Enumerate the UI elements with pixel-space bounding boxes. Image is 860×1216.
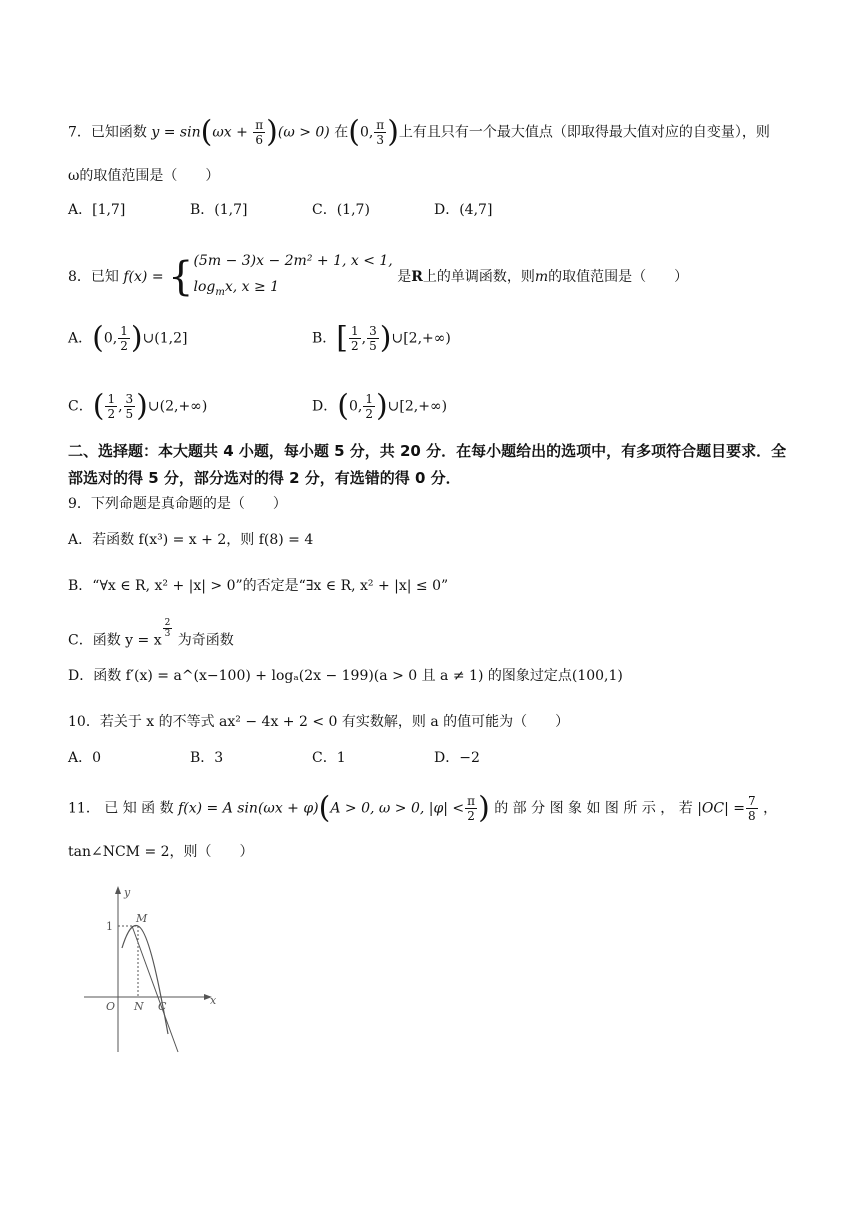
q7-option-c: C．(1,7) xyxy=(312,202,370,218)
q9-option-a: A．若函数 f(x³) = x + 2，则 f(8) = 4 xyxy=(68,532,314,548)
q8-option-d: D．(0, $\frac{1}{2}$ )∪[2,+∞) xyxy=(312,388,448,424)
q7-option-d: D．(4,7] xyxy=(434,202,493,218)
q11-line1: 11． 已 知 函 数 f(x) = A sin(ωx + φ)(A > 0, ω > 0, |φ| < $\frac{\pi}{2}$ ) 的 部 分 图 象 如 图 所 示 ， 若 |OC| = $\frac{7}{8}$ ， xyxy=(68,790,778,826)
y-axis-arrow-icon xyxy=(115,886,121,894)
q10-option-c: C．1 xyxy=(312,750,346,766)
q11-line2: tan∠NCM = 2，则（ ） xyxy=(68,844,254,860)
section-heading: 二、选择题：本大题共 4 小题，每小题 5 分，共 20 分．在每小题给出的选项中，有多项符合题目要求．全部选对的得 5 分，部分选对的得 2 分，有选错的得 0 分． xyxy=(68,442,787,487)
tangent-line xyxy=(132,926,178,1052)
sine-curve xyxy=(122,925,168,1034)
q10-option-b: B．3 xyxy=(190,750,224,766)
q10-option-a: A．0 xyxy=(68,750,102,766)
q10-option-d: D．−2 xyxy=(434,750,480,766)
label-n: N xyxy=(134,1000,144,1013)
q8-option-c: C．( $\frac{1}{2}$ , $\frac{3}{5}$ )∪(2,+∞) xyxy=(68,388,208,424)
q7-option-a: A．[1,7] xyxy=(68,202,126,218)
label-c: C xyxy=(158,1000,167,1013)
q11-graph xyxy=(78,882,228,1058)
q8-option-b: B．[ $\frac{1}{2}$ , $\frac{3}{5}$ )∪[2,+∞) xyxy=(312,320,451,356)
q9-option-c: C．函数 y = x $^{\frac{2}{3}}$ 为奇函数 xyxy=(68,618,234,649)
q8-option-a: A．(0, $\frac{1}{2}$ )∪(1,2] xyxy=(68,320,188,356)
label-one: 1 xyxy=(106,920,113,933)
label-x: x xyxy=(210,994,217,1007)
label-o: O xyxy=(106,1000,116,1013)
q10-stem: 10．若关于 x 的不等式 ax² − 4x + 2 < 0 有实数解，则 a 的值可能为（ ） xyxy=(68,714,570,730)
q7-option-b: B．(1,7] xyxy=(190,202,248,218)
q8-line1: 8．已知 f(x) = { (5m − 3)x − 2m² + 1, x < 1, $\log_mx$, x ≥ 1 是R上的单调函数，则m的取值范围是（ ） xyxy=(68,253,689,300)
q9-option-b: B．“∀x ∈ R, x² + |x| > 0”的否定是“∃x ∈ R, x² + |x| ≤ 0” xyxy=(68,578,449,594)
q7-line2: ω的取值范围是（ ） xyxy=(68,168,220,184)
q9-stem: 9．下列命题是真命题的是（ ） xyxy=(68,496,287,512)
label-m: M xyxy=(136,912,148,925)
label-y: y xyxy=(124,886,131,899)
q7-line1: 7．已知函数 y = sin(ωx + $\frac{\pi}{6}$ )(ω > 0) 在(0, $\frac{\pi}{3}$ )上有且只有一个最大值点（即取得最大值对应的自变量），则 xyxy=(68,114,770,150)
q9-option-d: D．函数 f′(x) = a^(x−100) + logₐ(2x − 199)(a > 0 且 a ≠ 1) 的图象过定点(100,1) xyxy=(68,668,623,684)
